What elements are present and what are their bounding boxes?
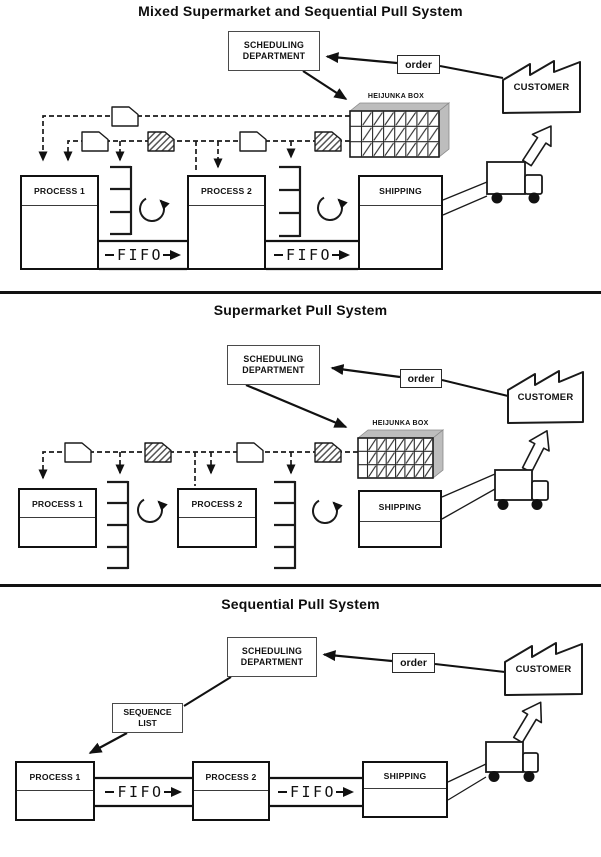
supermarket-icon <box>274 481 295 569</box>
panel2-shipment-lines <box>442 474 495 519</box>
panel1-order-box <box>397 55 440 74</box>
panel-divider <box>0 584 601 587</box>
panel1-fifo-lane-2 <box>266 243 358 267</box>
scheduling-department-label: SCHEDULING DEPARTMENT <box>242 354 305 375</box>
panel2-scheduling-department-box <box>227 345 320 385</box>
panel3-title: Sequential Pull System <box>221 596 380 612</box>
supermarket-icon <box>279 166 300 237</box>
panel3-scheduling-department-box <box>227 637 317 677</box>
fifo-label: FIFO <box>116 246 164 264</box>
panel2-customer-label: CUSTOMER <box>517 392 574 403</box>
withdrawal-kanban-card-icon <box>145 443 171 462</box>
withdrawal-loop-icon <box>313 501 337 523</box>
panel2-finished-goods-arrow-icon <box>517 426 557 475</box>
process2-label: PROCESS 2 <box>189 177 264 206</box>
fifo-label: FIFO <box>117 783 164 801</box>
panel3-fifo-lane-2 <box>270 780 362 804</box>
panel2-process1-box <box>18 488 97 548</box>
panel3-truck-icon <box>486 742 538 782</box>
fifo-arrow-icon <box>332 250 350 260</box>
panel2-process2-box <box>177 488 257 548</box>
order-label: order <box>405 58 432 71</box>
shipping-label: SHIPPING <box>364 763 446 789</box>
supermarket-icon <box>110 166 131 235</box>
panel1-fifo-lane-1 <box>99 243 187 267</box>
panel1-scheduling-department-box <box>228 31 320 71</box>
fifo-dash-icon <box>105 254 114 256</box>
panel3-sequence-list-box <box>112 703 183 733</box>
withdrawal-kanban-card-icon <box>315 132 341 151</box>
panel2-heijunka-box-icon <box>358 430 443 478</box>
shipping-label: SHIPPING <box>360 177 441 206</box>
panel3-process1-box <box>15 761 95 821</box>
panel3-fifo-lane-1 <box>95 780 192 804</box>
supermarket-icon <box>107 481 128 569</box>
fifo-arrow-icon <box>163 250 181 260</box>
panel3-process2-box <box>192 761 270 821</box>
fifo-arrow-icon <box>336 787 354 797</box>
panel3-shipment-lines <box>448 764 486 800</box>
panel-divider <box>0 291 601 294</box>
panel1-heijunka-box-icon <box>350 103 449 157</box>
panel1-heijunka-label: HEIJUNKA BOX <box>367 93 425 100</box>
panel3-order-box <box>392 653 435 673</box>
fifo-label: FIFO <box>285 246 333 264</box>
scheduling-department-label: SCHEDULING DEPARTMENT <box>242 40 306 61</box>
withdrawal-loop-icon <box>138 500 162 522</box>
process2-label: PROCESS 2 <box>194 763 268 791</box>
order-label: order <box>407 372 435 385</box>
process1-label: PROCESS 1 <box>20 490 95 518</box>
panel2-truck-icon <box>495 470 548 510</box>
process2-label: PROCESS 2 <box>179 490 255 518</box>
fifo-arrow-icon <box>164 787 182 797</box>
panel1-process2-box <box>187 175 266 270</box>
fifo-label: FIFO <box>289 783 337 801</box>
panel1-truck-icon <box>487 162 542 204</box>
scheduling-department-label: SCHEDULING DEPARTMENT <box>240 646 304 667</box>
panel3-finished-goods-arrow-icon <box>509 697 551 746</box>
white-kanban-card-icon <box>237 443 263 462</box>
panel1-process1-box <box>20 175 99 270</box>
panel1-customer-label: CUSTOMER <box>513 82 570 93</box>
withdrawal-kanban-card-icon <box>315 443 341 462</box>
white-kanban-card-icon <box>82 132 108 151</box>
shipping-label: SHIPPING <box>360 492 440 522</box>
sequence-list-label: SEQUENCE LIST <box>123 707 172 728</box>
order-label: order <box>400 657 427 669</box>
white-kanban-card-icon <box>65 443 91 462</box>
white-kanban-card-icon <box>112 107 138 126</box>
process1-label: PROCESS 1 <box>17 763 93 791</box>
withdrawal-loop-icon <box>318 198 342 220</box>
panel1-shipping-box <box>358 175 443 270</box>
fifo-dash-icon <box>278 791 287 793</box>
panel1-shipment-lines <box>443 182 487 215</box>
panel2-heijunka-label: HEIJUNKA BOX <box>372 420 429 427</box>
withdrawal-loop-icon <box>140 199 164 221</box>
panel2-shipping-box <box>358 490 442 548</box>
panel2-order-box <box>400 369 442 388</box>
fifo-dash-icon <box>105 791 114 793</box>
panel3-customer-label: CUSTOMER <box>515 664 572 675</box>
panel2-title: Supermarket Pull System <box>213 302 388 318</box>
panel3-shipping-box <box>362 761 448 818</box>
panel1-title: Mixed Supermarket and Sequential Pull System <box>138 3 463 19</box>
process1-label: PROCESS 1 <box>22 177 97 206</box>
withdrawal-kanban-card-icon <box>148 132 174 151</box>
white-kanban-card-icon <box>240 132 266 151</box>
fifo-dash-icon <box>274 254 283 256</box>
